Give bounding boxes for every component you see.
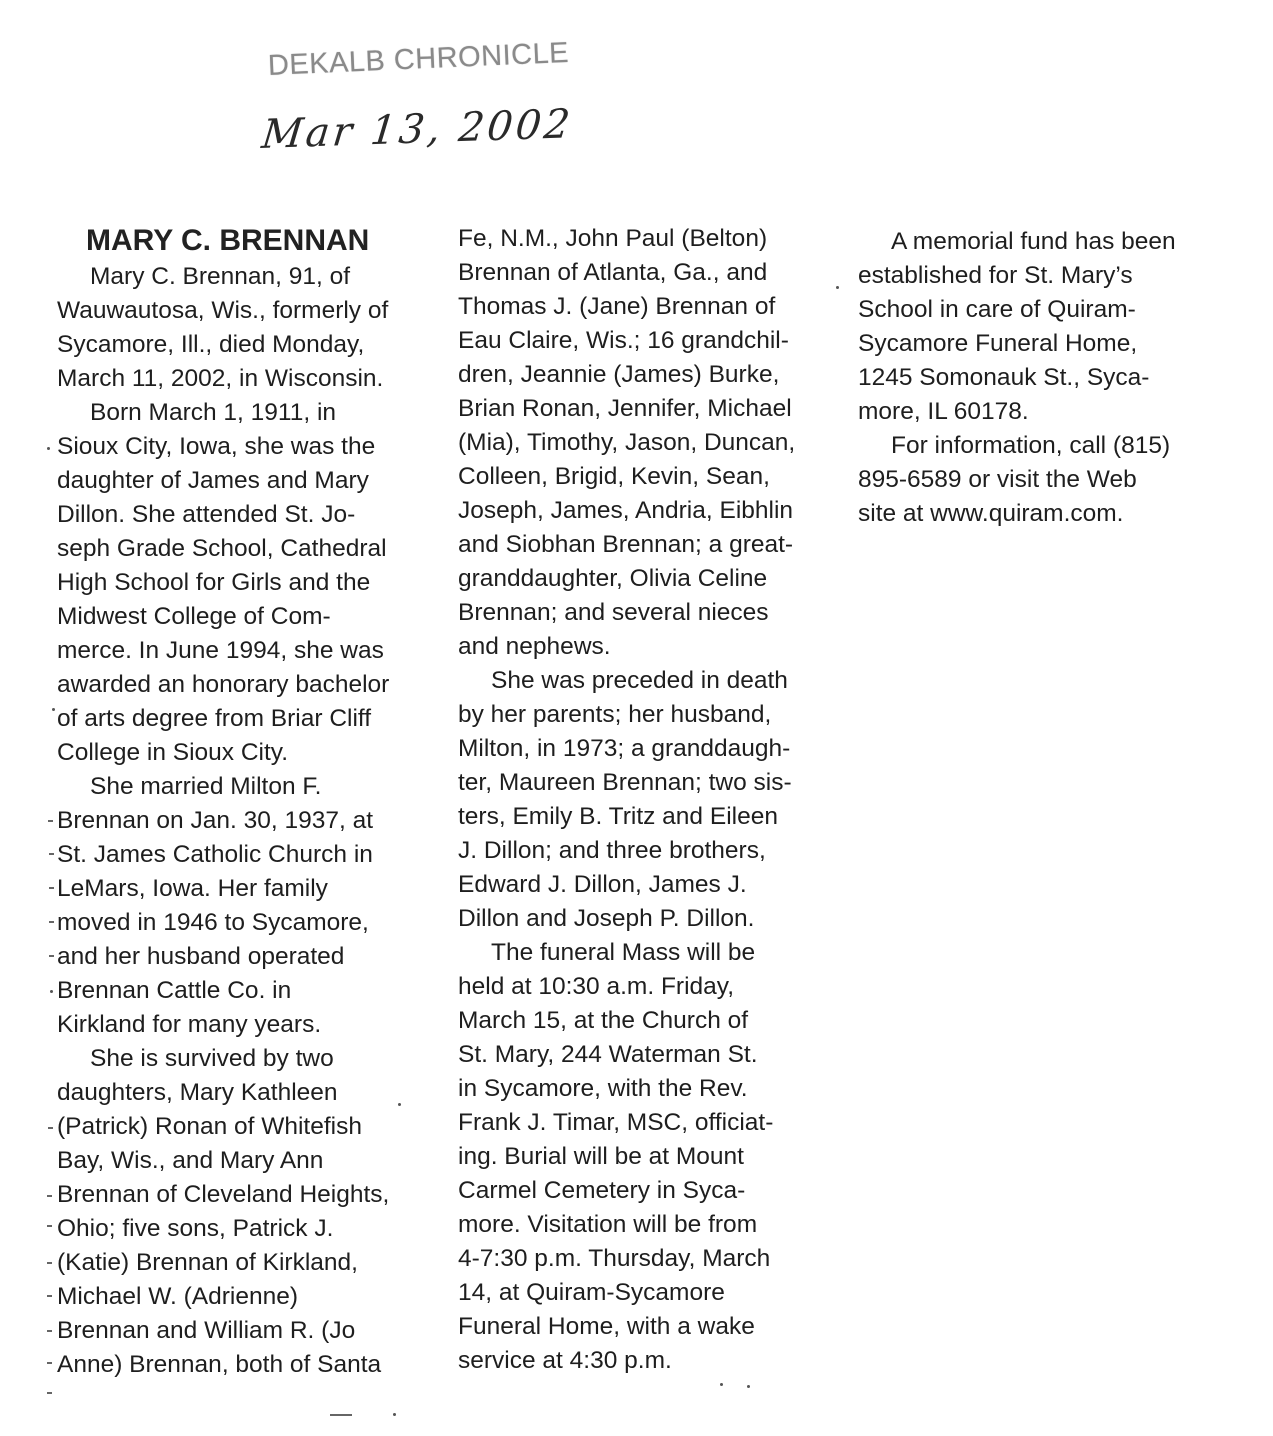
obituary-text-line: 14, at Quiram-Sycamore bbox=[458, 1279, 725, 1306]
obituary-text-line: Eau Claire, Wis.; 16 grandchil- bbox=[458, 327, 789, 354]
obituary-text-line: service at 4:30 p.m. bbox=[458, 1347, 672, 1374]
obituary-text-line: Born March 1, 1911, in bbox=[90, 399, 337, 426]
obituary-text-line: March 15, at the Church of bbox=[458, 1007, 749, 1034]
obituary-text-line: Michael W. (Adrienne) bbox=[57, 1283, 299, 1310]
obituary-text-line: March 11, 2002, in Wisconsin. bbox=[57, 365, 384, 392]
obituary-text-line: Brennan and William R. (Jo bbox=[57, 1317, 356, 1344]
newspaper-name-stamp: DEKALB CHRONICLE bbox=[267, 36, 570, 82]
obituary-text-line: Brennan Cattle Co. in bbox=[57, 977, 292, 1004]
obituary-text-line: and her husband operated bbox=[57, 943, 345, 970]
column-1-text bbox=[57, 260, 432, 1382]
obituary-text-line: daughters, Mary Kathleen bbox=[57, 1079, 338, 1106]
obituary-text-line: Anne) Brennan, both of Santa bbox=[57, 1351, 382, 1378]
scan-mark bbox=[47, 1330, 52, 1332]
obituary-text-line: Sioux City, Iowa, she was the bbox=[57, 433, 376, 460]
obituary-text-line: For information, call (815) bbox=[891, 432, 1171, 459]
scan-mark bbox=[47, 1195, 52, 1197]
scan-speck bbox=[720, 1383, 723, 1386]
obituary-text-line: Colleen, Brigid, Kevin, Sean, bbox=[458, 463, 770, 490]
obituary-text-line: Sycamore, Ill., died Monday, bbox=[57, 331, 365, 358]
scan-mark bbox=[47, 1262, 52, 1264]
obituary-text-line: Fe, N.M., John Paul (Belton) bbox=[458, 225, 768, 252]
handwritten-date: Mar 13, 2002 bbox=[259, 101, 576, 159]
obituary-text-line: She is survived by two bbox=[90, 1045, 334, 1072]
scan-speck bbox=[398, 1103, 401, 1106]
obituary-text-line: ter, Maureen Brennan; two sis- bbox=[458, 769, 792, 796]
obituary-text-line: She was preceded in death bbox=[491, 667, 788, 694]
obituary-column-1 bbox=[57, 222, 432, 1382]
obituary-text-line: of arts degree from Briar Cliff bbox=[57, 705, 372, 732]
scan-speck bbox=[47, 447, 50, 450]
obituary-text-line: held at 10:30 a.m. Friday, bbox=[458, 973, 734, 1000]
scan-mark bbox=[49, 921, 54, 923]
scan-mark bbox=[47, 1295, 52, 1297]
scan-speck bbox=[836, 286, 839, 289]
scan-mark bbox=[49, 853, 54, 855]
obituary-text-line: (Mia), Timothy, Jason, Duncan, bbox=[458, 429, 796, 456]
scan-mark bbox=[49, 887, 54, 889]
obituary-text-line: The funeral Mass will be bbox=[491, 939, 756, 966]
obituary-text-line: Brennan; and several nieces bbox=[458, 599, 769, 626]
scan-mark bbox=[47, 1225, 52, 1227]
obituary-text-line: J. Dillon; and three brothers, bbox=[458, 837, 766, 864]
obituary-text-line: moved in 1946 to Sycamore, bbox=[57, 909, 369, 936]
obituary-text-line: Joseph, James, Andria, Eibhlin bbox=[458, 497, 794, 524]
obituary-text-line: Brian Ronan, Jennifer, Michael bbox=[458, 395, 792, 422]
obituary-text-line: established for St. Mary’s bbox=[858, 262, 1133, 289]
obituary-text-line: Brennan of Atlanta, Ga., and bbox=[458, 259, 768, 286]
obituary-text-line: Kirkland for many years. bbox=[57, 1011, 322, 1038]
obituary-text-line: Dillon. She attended St. Jo- bbox=[57, 501, 356, 528]
obituary-text-line: Brennan on Jan. 30, 1937, at bbox=[57, 807, 374, 834]
obituary-text-line: ing. Burial will be at Mount bbox=[458, 1143, 744, 1170]
obituary-text-line: dren, Jeannie (James) Burke, bbox=[458, 361, 780, 388]
obituary-headline: MARY C. BRENNAN bbox=[86, 224, 370, 257]
obituary-text-line: 895-6589 or visit the Web bbox=[858, 466, 1137, 493]
obituary-text-line: granddaughter, Olivia Celine bbox=[458, 565, 768, 592]
obituary-text-line: St. Mary, 244 Waterman St. bbox=[458, 1041, 758, 1068]
obituary-text-line: and Siobhan Brennan; a great- bbox=[458, 531, 794, 558]
obituary-text-line: ters, Emily B. Tritz and Eileen bbox=[458, 803, 778, 830]
obituary-text-line: Bay, Wis., and Mary Ann bbox=[57, 1147, 324, 1174]
obituary-text-line: A memorial fund has been bbox=[891, 228, 1176, 255]
obituary-text-line: St. James Catholic Church in bbox=[57, 841, 373, 868]
obituary-text-line: awarded an honorary bachelor bbox=[57, 671, 390, 698]
obituary-column-2 bbox=[458, 222, 833, 1378]
scan-mark bbox=[47, 1392, 52, 1394]
obituary-text-line: School in care of Quiram- bbox=[858, 296, 1136, 323]
obituary-column-3 bbox=[858, 225, 1258, 531]
obituary-text-line: 4-7:30 p.m. Thursday, March bbox=[458, 1245, 771, 1272]
scan-speck bbox=[50, 990, 53, 993]
obituary-text-line: Sycamore Funeral Home, bbox=[858, 330, 1138, 357]
obituary-text-line: more, IL 60178. bbox=[858, 398, 1029, 425]
obituary-text-line: (Katie) Brennan of Kirkland, bbox=[57, 1249, 358, 1276]
obituary-text-line: Frank J. Timar, MSC, officiat- bbox=[458, 1109, 774, 1136]
obituary-text-line: Dillon and Joseph P. Dillon. bbox=[458, 905, 755, 932]
obituary-text-line: Brennan of Cleveland Heights, bbox=[57, 1181, 390, 1208]
obituary-text-line: Funeral Home, with a wake bbox=[458, 1313, 755, 1340]
obituary-text-line: Carmel Cemetery in Syca- bbox=[458, 1177, 746, 1204]
obituary-text-line: site at www.quiram.com. bbox=[858, 500, 1124, 527]
scan-speck bbox=[52, 708, 55, 711]
obituary-text-line: seph Grade School, Cathedral bbox=[57, 535, 387, 562]
obituary-text-line: merce. In June 1994, she was bbox=[57, 637, 384, 664]
obituary-text-line: Edward J. Dillon, James J. bbox=[458, 871, 747, 898]
column-2-text bbox=[458, 222, 833, 1378]
obituary-text-line: by her parents; her husband, bbox=[458, 701, 772, 728]
scan-mark bbox=[48, 820, 53, 822]
obituary-text-line: Mary C. Brennan, 91, of bbox=[90, 263, 351, 290]
obituary-text-line: Midwest College of Com- bbox=[57, 603, 331, 630]
obituary-text-line: Wauwautosa, Wis., formerly of bbox=[57, 297, 389, 324]
scan-mark bbox=[49, 955, 54, 957]
scan-speck bbox=[747, 1385, 750, 1388]
obituary-text-line: (Patrick) Ronan of Whitefish bbox=[57, 1113, 362, 1140]
obituary-text-line: LeMars, Iowa. Her family bbox=[57, 875, 328, 902]
obituary-text-line: College in Sioux City. bbox=[57, 739, 289, 766]
obituary-text-line: Milton, in 1973; a granddaugh- bbox=[458, 735, 791, 762]
obituary-text-line: High School for Girls and the bbox=[57, 569, 371, 596]
obituary-text-line: daughter of James and Mary bbox=[57, 467, 369, 494]
obituary-text-line: in Sycamore, with the Rev. bbox=[458, 1075, 748, 1102]
scan-mark bbox=[47, 1362, 52, 1364]
scan-speck bbox=[393, 1413, 396, 1416]
obituary-text-line: Ohio; five sons, Patrick J. bbox=[57, 1215, 334, 1242]
column-3-text bbox=[858, 225, 1258, 531]
obituary-text-line: Thomas J. (Jane) Brennan of bbox=[458, 293, 776, 320]
obituary-text-line: more. Visitation will be from bbox=[458, 1211, 758, 1238]
scan-mark bbox=[48, 1127, 53, 1129]
obituary-text-line: and nephews. bbox=[458, 633, 611, 660]
obituary-text-line: She married Milton F. bbox=[90, 773, 322, 800]
obituary-text-line: 1245 Somonauk St., Syca- bbox=[858, 364, 1150, 391]
scan-mark bbox=[330, 1414, 352, 1416]
